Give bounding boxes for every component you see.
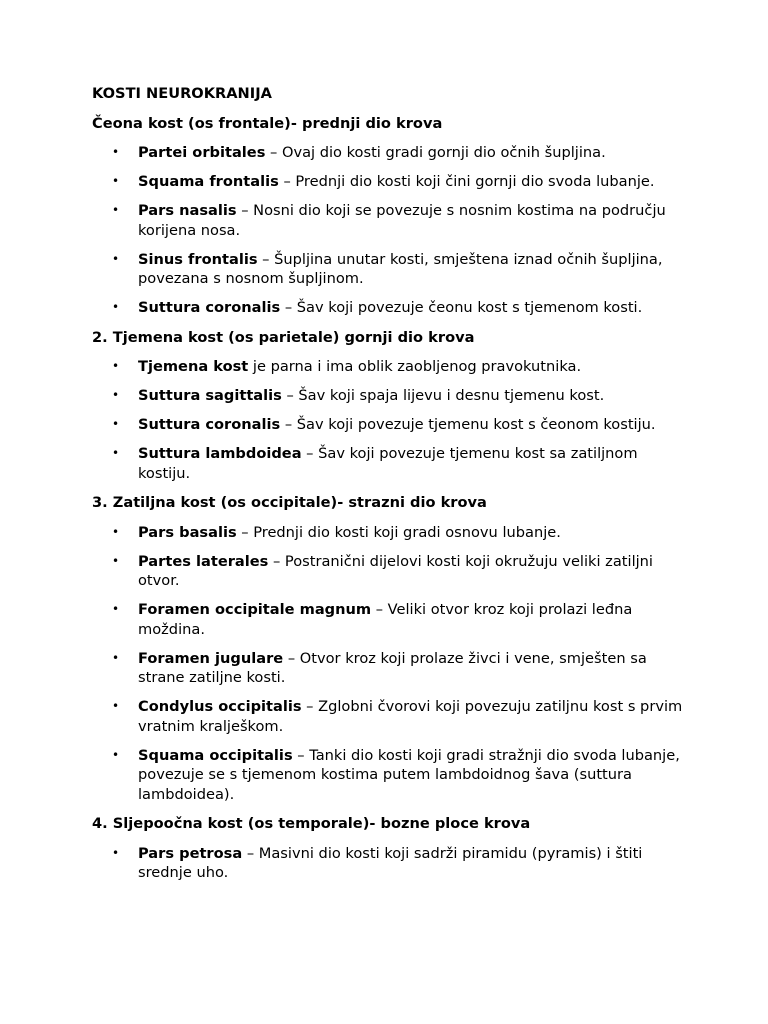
bullet-icon: •	[112, 388, 120, 402]
list-item	[92, 697, 692, 736]
item-description: – Veliki otvor kroz koji prolazi leđna moždina.	[138, 601, 633, 638]
bullet-icon: •	[112, 747, 120, 762]
bullet-list	[92, 844, 692, 883]
item-term: Foramen occipitale magnum	[138, 601, 372, 618]
document-title: KOSTI NEUROKRANIJA	[92, 85, 272, 102]
section-heading: 3. Zatiljna kost (os occipitale)- strazni dio krova	[92, 494, 487, 511]
item-term: Sinus frontalis	[138, 250, 258, 268]
bullet-icon: •	[112, 359, 120, 373]
item-term: Suttura lambdoidea	[138, 445, 302, 462]
item-term: Pars petrosa	[138, 844, 243, 862]
item-description: je parna i ima oblik zaobljenog pravokutnika.	[248, 358, 582, 375]
item-description: – Tanki dio kosti koji gradi stražnji dio svoda lubanje, povezuje se s tjemenom kostima putem lambdoidnog šava (suttura lambdoidea).	[138, 746, 680, 803]
bullet-list	[92, 357, 692, 483]
item-description: – Prednji dio kosti koji čini gornji dio svoda lubanje.	[278, 173, 655, 190]
item-description: – Šupljina unutar kosti, smještena iznad očnih šupljina, povezana s nosnom šupljinom.	[138, 250, 663, 287]
bullet-icon: •	[112, 300, 120, 314]
bullet-list	[92, 143, 692, 318]
item-term: Foramen jugulare	[138, 649, 284, 667]
bullet-icon: •	[112, 524, 120, 539]
item-description: – Masivni dio kosti koji sadrži piramidu (pyramis) i štiti srednje uho.	[138, 844, 643, 881]
list-item	[92, 415, 692, 435]
item-description: – Nosni dio koji se povezuje s nosnim kostima na području korijena nosa.	[138, 202, 666, 239]
item-term: Pars basalis	[138, 523, 237, 541]
sections-container	[92, 114, 692, 883]
bullet-icon: •	[112, 602, 120, 616]
item-description: – Otvor kroz koji prolaze živci i vene, smješten sa strane zatiljne kosti.	[138, 649, 647, 686]
item-term: Suttura sagittalis	[138, 387, 282, 404]
bullet-icon: •	[112, 251, 120, 266]
bullet-icon: •	[112, 174, 120, 188]
list-item	[92, 523, 692, 543]
bullet-icon: •	[112, 203, 120, 217]
list-item	[92, 552, 692, 591]
list-item	[92, 746, 692, 805]
item-description: – Zglobni čvorovi koji povezuju zatiljnu kost s prvim vratnim kralješkom.	[138, 698, 683, 735]
item-term: Squama occipitalis	[138, 746, 293, 764]
section-heading: 2. Tjemena kost (os parietale) gornji dio krova	[92, 328, 475, 346]
item-description: – Šav koji povezuje tjemenu kost s čeonom kostiju.	[280, 416, 656, 433]
item-description: – Prednji dio kosti koji gradi osnovu lubanje.	[236, 523, 561, 541]
section-heading: 4. Sljepoočna kost (os temporale)- bozne ploce krova	[92, 815, 531, 832]
bullet-icon: •	[112, 417, 120, 431]
list-item	[92, 444, 692, 483]
list-item	[92, 357, 692, 377]
item-term: Partes laterales	[138, 552, 269, 570]
list-item	[92, 143, 692, 163]
bullet-icon: •	[112, 650, 120, 665]
list-item	[92, 600, 692, 639]
item-description: – Ovaj dio kosti gradi gornji dio očnih šupljina.	[265, 144, 606, 161]
list-item	[92, 250, 692, 289]
item-term: Pars nasalis	[138, 202, 237, 219]
item-description: – Šav koji spaja lijevu i desnu tjemenu kost.	[281, 387, 605, 404]
bullet-icon: •	[112, 699, 120, 713]
list-item	[92, 172, 692, 192]
item-term: Tjemena kost	[138, 358, 249, 375]
item-term: Squama frontalis	[138, 173, 279, 190]
item-term: Partei orbitales	[138, 144, 266, 161]
bullet-icon: •	[112, 446, 120, 460]
bullet-icon: •	[112, 145, 120, 159]
list-item	[92, 649, 692, 688]
list-item	[92, 298, 692, 318]
item-term: Condylus occipitalis	[138, 698, 302, 715]
item-description: – Postranični dijelovi kosti koji okružuju veliki zatiljni otvor.	[138, 552, 653, 589]
item-term: Suttura coronalis	[138, 299, 281, 316]
item-description: – Šav koji povezuje tjemenu kost sa zatiljnom kostiju.	[138, 445, 638, 482]
item-description: – Šav koji povezuje čeonu kost s tjemenom kosti.	[280, 299, 643, 316]
item-term: Suttura coronalis	[138, 416, 281, 433]
bullet-icon: •	[112, 553, 120, 568]
bullet-list	[92, 523, 692, 805]
list-item	[92, 201, 692, 240]
bullet-icon: •	[112, 845, 120, 860]
section-heading: Čeona kost (os frontale)- prednji dio krova	[92, 114, 443, 132]
list-item	[92, 844, 692, 883]
document-body	[92, 84, 692, 893]
list-item	[92, 386, 692, 406]
